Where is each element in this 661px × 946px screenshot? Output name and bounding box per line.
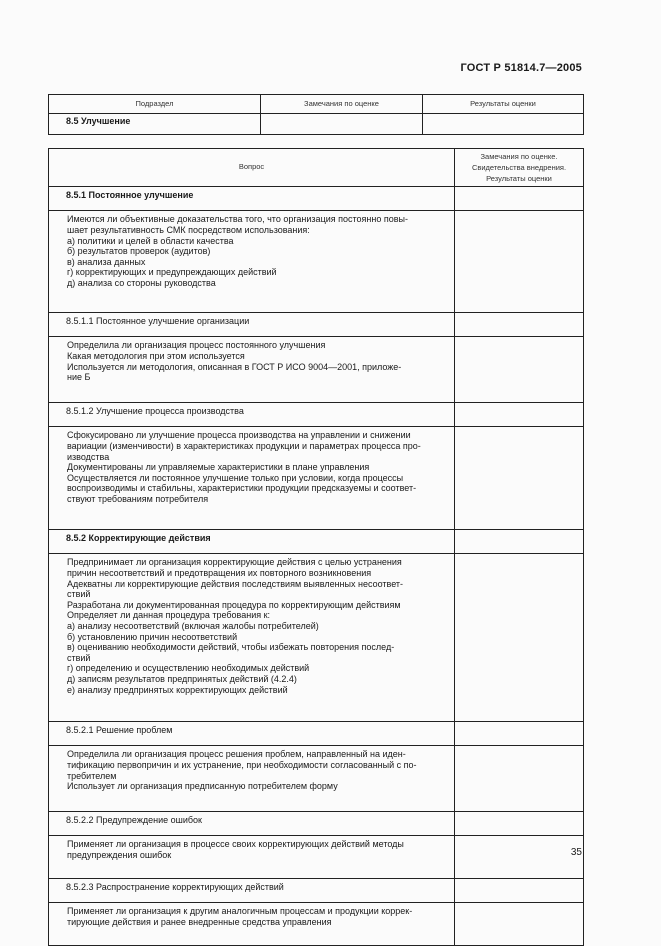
- question-row: [49, 337, 584, 403]
- subsection-heading-row: [49, 722, 584, 746]
- question-line: Разработана ли документированная процедура по корректирующим действиям: [67, 599, 401, 610]
- header-results: Результаты оценки: [423, 95, 584, 114]
- question-line: Используется ли методология, описанная в ГОСТ Р ИСО 9004—2001, приложе-: [67, 361, 402, 372]
- question-text: [49, 746, 455, 812]
- remarks-cell: [455, 337, 584, 403]
- question-line: Предпринимает ли организация корректирующие действия с целью устранения: [67, 557, 402, 568]
- header-remarks: Замечания по оценке: [261, 95, 423, 114]
- remarks-cell: [455, 903, 584, 946]
- question-line: ствий: [67, 589, 91, 600]
- question-line: Осуществляется ли постоянное улучшение только при условии, когда процессы: [67, 472, 404, 483]
- remarks-cell: [455, 812, 584, 836]
- assessment-table: [48, 148, 584, 946]
- remarks-cell: [455, 722, 584, 746]
- document-title: ГОСТ Р 51814.7—2005: [460, 62, 582, 74]
- question-line: Определила ли организация процесс постоянного улучшения: [67, 340, 326, 351]
- subsection-remarks-cell: [261, 114, 423, 135]
- assessment-rows: [49, 187, 584, 946]
- subsection-heading: 8.5.1.1 Постоянное улучшение организации: [49, 313, 455, 337]
- question-line: Использует ли организация предписанную потребителем форму: [67, 781, 338, 792]
- question-line: а) анализу несоответствий (включая жалобы потребителей): [67, 620, 319, 631]
- question-text: [49, 427, 455, 530]
- page-number: 35: [570, 847, 582, 858]
- question-row: [49, 746, 584, 812]
- question-text: [49, 836, 455, 879]
- question-line: вариации (изменчивости) в характеристиках продукции и параметрах процесса про-: [67, 440, 421, 451]
- question-line: а) политики и целей в области качества: [67, 235, 234, 246]
- question-row: [49, 836, 584, 879]
- subsection-heading: 8.5.2.2 Предупреждение ошибок: [49, 812, 455, 836]
- question-line: ние Б: [67, 372, 91, 383]
- question-line: причин несоответствий и предотвращения их повторного возникновения: [67, 567, 372, 578]
- subsection-table: [48, 94, 584, 135]
- question-line: изводства: [67, 451, 110, 462]
- remarks-cell: [455, 427, 584, 530]
- question-line: тификацию первопричин и их устранение, при необходимости согласованный с по-: [67, 759, 417, 770]
- subsection-heading: 8.5.2.3 Распространение корректирующих действий: [49, 879, 455, 903]
- section-heading-row: [49, 187, 584, 211]
- question-line: Какая методология при этом используется: [67, 350, 245, 361]
- header-subsection: Подраздел: [49, 95, 261, 114]
- subsection-heading-row: [49, 403, 584, 427]
- question-text: [49, 211, 455, 313]
- subsection-heading-row: [49, 812, 584, 836]
- question-line: Применяет ли организация в процессе своих корректирующих действий методы: [67, 839, 404, 850]
- question-row: [49, 554, 584, 722]
- question-line: ствий: [67, 652, 91, 663]
- question-line: тирующие действия и ранее внедренные средства управления: [67, 916, 332, 927]
- question-line: в) анализа данных: [67, 256, 146, 267]
- header-question: Вопрос: [49, 149, 455, 187]
- remarks-cell: [455, 403, 584, 427]
- question-line: г) корректирующих и предупреждающих действий: [67, 267, 277, 278]
- question-line: г) определению и осуществлению необходимых действий: [67, 663, 310, 674]
- question-line: требителем: [67, 770, 117, 781]
- assessment-table-header: [49, 149, 584, 187]
- remarks-cell: [455, 746, 584, 812]
- question-text: [49, 554, 455, 722]
- section-heading: 8.5.1 Постоянное улучшение: [49, 187, 455, 211]
- section-heading-row: [49, 530, 584, 554]
- question-line: д) анализа со стороны руководства: [67, 277, 216, 288]
- remarks-cell: [455, 187, 584, 211]
- question-line: Определила ли организация процесс решения проблем, направленный на иден-: [67, 749, 406, 760]
- question-text: [49, 903, 455, 946]
- question-line: б) установлению причин несоответствий: [67, 631, 238, 642]
- remarks-cell: [455, 836, 584, 879]
- subsection-heading: 8.5.2.1 Решение проблем: [49, 722, 455, 746]
- header-remarks-evidence: [455, 149, 584, 187]
- question-line: Имеются ли объективные доказательства того, что организация постоянно повы-: [67, 214, 408, 225]
- header-remarks-line: Замечания по оценке.: [480, 152, 558, 161]
- question-row: [49, 211, 584, 313]
- question-line: предупреждения ошибок: [67, 849, 172, 860]
- question-line: в) оцениванию необходимости действий, чтобы избежать повторения послед-: [67, 642, 395, 653]
- subsection-heading: 8.5.1.2 Улучшение процесса производства: [49, 403, 455, 427]
- question-line: д) записям результатов предпринятых действий (4.2.4): [67, 673, 297, 684]
- subsection-row: [49, 114, 584, 135]
- remarks-cell: [455, 554, 584, 722]
- subsection-results-cell: [423, 114, 584, 135]
- subsection-heading-row: [49, 313, 584, 337]
- question-text: [49, 337, 455, 403]
- remarks-cell: [455, 530, 584, 554]
- question-line: шает результативность СМК посредством использования:: [67, 224, 310, 235]
- question-line: ствуют требованиям потребителя: [67, 493, 209, 504]
- subsection-heading-row: [49, 879, 584, 903]
- question-line: е) анализу предпринятых корректирующих действий: [67, 684, 288, 695]
- remarks-cell: [455, 313, 584, 337]
- question-line: Документированы ли управляемые характеристики в плане управления: [67, 462, 370, 473]
- header-evidence-line: Свидетельства внедрения.: [471, 162, 567, 172]
- question-line: Сфокусировано ли улучшение процесса производства на управлении и снижении: [67, 430, 411, 441]
- subsection-table-header: [49, 95, 584, 114]
- section-heading: 8.5.2 Корректирующие действия: [49, 530, 455, 554]
- question-line: воспроизводимы и стабильны, характеристики продукции предсказуемы и соответ-: [67, 483, 417, 494]
- remarks-cell: [455, 879, 584, 903]
- question-line: Применяет ли организация к другим аналогичным процессам и продукции коррек-: [67, 906, 413, 917]
- question-line: б) результатов проверок (аудитов): [67, 246, 211, 257]
- header-results-line: Результаты оценки: [486, 173, 552, 183]
- remarks-cell: [455, 211, 584, 313]
- question-row: [49, 427, 584, 530]
- question-row: [49, 903, 584, 946]
- question-line: Определяет ли данная процедура требования к:: [67, 610, 271, 621]
- question-line: Адекватны ли корректирующие действия последствиям выявленных несоответ-: [67, 578, 404, 589]
- subsection-title: 8.5 Улучшение: [49, 114, 261, 135]
